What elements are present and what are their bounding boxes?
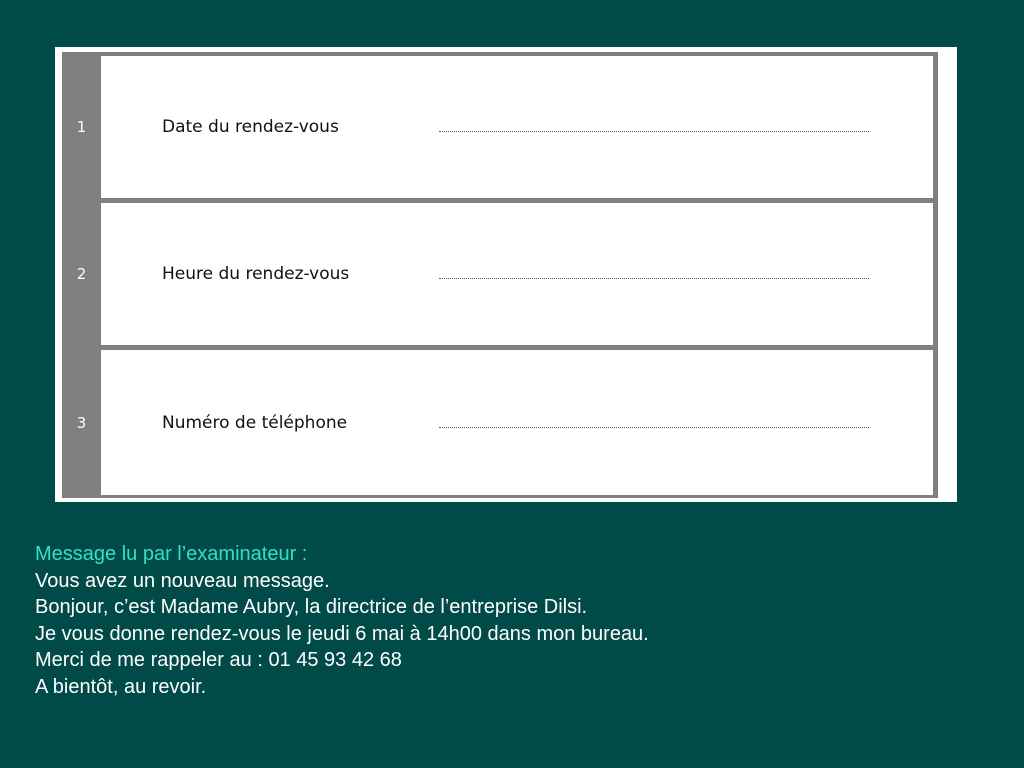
- row-number: 3: [76, 413, 87, 432]
- form-row-date: [62, 56, 938, 198]
- message-line: Merci de me rappeler au : 01 45 93 42 68: [35, 649, 402, 672]
- form-frame: [62, 52, 938, 498]
- row-content: [101, 350, 933, 495]
- message-line: Bonjour, c’est Madame Aubry, la directrice de l’entreprise Dilsi.: [35, 596, 588, 619]
- row-content: [101, 56, 933, 198]
- form-row-time: [62, 203, 938, 345]
- time-answer-field[interactable]: [439, 278, 869, 279]
- row-label-phone: Numéro de téléphone: [162, 412, 348, 433]
- message-line: Vous avez un nouveau message.: [35, 569, 330, 592]
- row-number: 2: [76, 265, 87, 283]
- row-label-date: Date du rendez-vous: [162, 117, 339, 137]
- appointment-form: [55, 47, 957, 502]
- row-content: [101, 203, 933, 345]
- message-heading: Message lu par l’examinateur :: [35, 543, 308, 565]
- form-row-phone: [62, 350, 938, 495]
- phone-answer-field[interactable]: [439, 427, 869, 428]
- examiner-message: [35, 541, 995, 701]
- row-number: 1: [76, 118, 87, 136]
- row-label-time: Heure du rendez-vous: [162, 264, 350, 284]
- date-answer-field[interactable]: [439, 131, 869, 132]
- message-line: Je vous donne rendez-vous le jeudi 6 mai à 14h00 dans mon bureau.: [35, 622, 649, 645]
- message-line: A bientôt, au revoir.: [35, 675, 207, 698]
